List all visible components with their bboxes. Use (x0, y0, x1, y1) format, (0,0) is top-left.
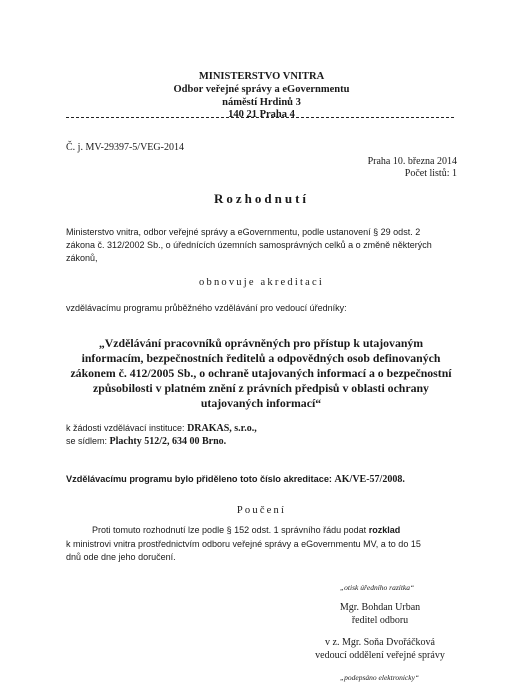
intro-line-1: Ministerstvo vnitra, odbor veřejné správy a eGovernmentu, podle ustanovení § 29 odst. 2 (66, 227, 421, 237)
program-intro: vzdělávacímu programu průběžného vzdělávání pro vedoucí úředníky: (66, 303, 347, 313)
program-title-line-5: utajovaných informací“ (200, 396, 322, 410)
document-title: Rozhodnutí (213, 191, 310, 206)
department-name: Odbor veřejné správy a eGovernmentu (173, 84, 350, 95)
signatory2-name: v z. Mgr. Soňa Dvořáčková (325, 637, 435, 648)
program-title-line-2: informacím, bezpečnostních ředitelů a odpovědných osob definovaných (81, 351, 441, 365)
postal-address: 140 21 Praha 4 (228, 109, 295, 120)
place-date: Praha 10. března 2014 (367, 156, 457, 167)
accreditation-prefix: Vzdělávacímu programu bylo přiděleno toto číslo akreditace: (66, 474, 335, 484)
instruction-title: Poučení (236, 505, 287, 516)
header-divider (66, 117, 454, 118)
ministry-name: MINISTERSTVO VNITRA (198, 71, 325, 82)
applicant-line (66, 423, 257, 434)
reference-number: Č. j. MV-29397-5/VEG-2014 (66, 142, 184, 153)
signature-note: „podepsáno elektronicky“ (340, 673, 420, 682)
seat-line (66, 436, 226, 447)
intro-line-3: zákonů, (66, 253, 98, 263)
signatory1-name: Mgr. Bohdan Urban (339, 602, 421, 613)
intro-line-2: zákona č. 312/2002 Sb., o úřednících územních samosprávných celků a o změně některých (66, 240, 432, 250)
instruction-bold: rozklad (368, 525, 401, 535)
accreditation-line (66, 474, 405, 485)
street-address: náměstí Hrdinů 3 (222, 97, 301, 108)
verdict-text: obnovuje akreditaci (199, 277, 324, 288)
program-title-line-1: „Vzdělávání pracovníků oprávněných pro přístup k utajovaným (98, 336, 424, 350)
instruction-line-3: dnů ode dne jeho doručení. (66, 552, 176, 562)
program-title-line-3: zákonem č. 412/2005 Sb., o ochraně utajovaných informací a o bezpečnostní (70, 366, 452, 380)
program-title-line-4: způsobilosti v platném znění z právních předpisů v oblasti ochrany (93, 381, 429, 395)
applicant-address: Plachty 512/2, 634 00 Brno. (109, 436, 227, 447)
stamp-note: „otisk úředního razítka“ (340, 583, 415, 592)
instruction-text: Proti tomuto rozhodnutí lze podle § 152 odst. 1 správního řádu podat (92, 525, 369, 535)
applicant-name: DRAKAS, s.r.o., (187, 423, 257, 434)
sheet-count: Počet listů: 1 (404, 168, 457, 179)
instruction-line-2: k ministrovi vnitra prostřednictvím odboru veřejné správy a eGovernmentu MV, a to do 15 (66, 539, 421, 549)
signatory2-role: vedoucí oddělení veřejné správy (315, 650, 445, 661)
accreditation-number: AK/VE-57/2008. (334, 474, 405, 485)
instruction-line-1 (92, 525, 400, 535)
seat-prefix: se sídlem: (66, 436, 110, 446)
signatory1-role: ředitel odboru (351, 615, 409, 626)
request-prefix: k žádosti vzdělávací instituce: (66, 423, 188, 433)
